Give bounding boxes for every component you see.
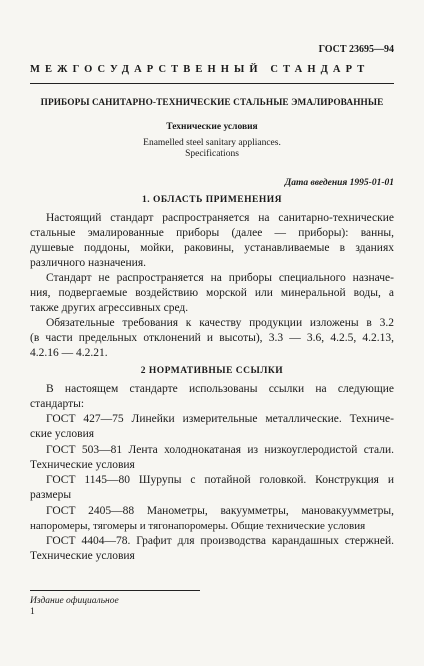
- section1-line: стальные эмалированные приборы (далее — приборы): ванны,: [30, 227, 394, 239]
- footer-divider: [30, 590, 200, 591]
- section1-line: также других агрессивных сред.: [30, 302, 189, 314]
- document-title: ПРИБОРЫ САНИТАРНО-ТЕХНИЧЕСКИЕ СТАЛЬНЫЕ ЭМАЛИРОВАННЫЕ: [40, 98, 384, 108]
- section2-heading: 2 НОРМАТИВНЫЕ ССЫЛКИ: [140, 366, 284, 376]
- section1-line: Обязательные требования к качеству продукции изложены в 3.2: [46, 317, 394, 329]
- document-subtitle: Технические условия: [166, 122, 258, 132]
- section2-line: ГОСТ 427—75 Линейки измерительные металлические. Техниче-: [46, 413, 394, 425]
- header-divider: [30, 83, 394, 84]
- section1-line: Настоящий стандарт распространяется на санитарно-технические: [46, 212, 394, 224]
- effective-date: Дата введения 1995-01-01: [284, 178, 394, 188]
- section2-line: стандарты:: [30, 398, 85, 410]
- section2-line: В настоящем стандарте использованы ссылки на следующие: [46, 383, 394, 395]
- english-title-line2: Specifications: [185, 149, 239, 159]
- english-title-line1: Enamelled steel sanitary appliances.: [143, 138, 281, 148]
- section1-heading: 1. ОБЛАСТЬ ПРИМЕНЕНИЯ: [141, 195, 282, 205]
- section2-line: напоромеры, тягомеры и тягонапоромеры. Общие технические условия: [30, 520, 366, 532]
- section2-line: ГОСТ 2405—88 Манометры, вакуумметры, мановакуумметры,: [46, 505, 394, 517]
- section2-line: ГОСТ 1145—80 Шурупы с потайной головкой. Конструкция и: [46, 474, 394, 486]
- section2-line: ГОСТ 503—81 Лента холоднокатаная из низкоуглеродистой стали.: [46, 444, 394, 456]
- page-number: 1: [30, 607, 35, 617]
- standard-banner: МЕЖГОСУДАРСТВЕННЫЙ СТАНДАРТ: [30, 64, 370, 75]
- official-edition-note: Издание официальное: [30, 596, 119, 606]
- section1-line: ния, подвергаемые воздействию морской или минеральной воды, а: [30, 287, 394, 299]
- section2-line: Технические условия: [30, 459, 135, 471]
- section2-line: ГОСТ 4404—78. Графит для производства карандашных стержней.: [46, 535, 394, 547]
- section1-line: различного назначения.: [30, 257, 146, 269]
- gost-number: ГОСТ 23695—94: [318, 44, 394, 55]
- section1-line: душевые поддоны, мойки, раковины, устанавливаемые в зданиях: [30, 242, 394, 254]
- section1-line: Стандарт не распространяется на приборы специального назначе-: [46, 272, 394, 284]
- section1-line: 4.2.16 — 4.2.21.: [30, 347, 108, 359]
- section1-line: (в части предельных отклонений и высоты), 3.3 — 3.6, 4.2.5, 4.2.13,: [30, 332, 394, 344]
- section2-line: Технические условия: [30, 550, 135, 562]
- section2-line: ские условия: [30, 428, 95, 440]
- section2-line: размеры: [30, 489, 72, 501]
